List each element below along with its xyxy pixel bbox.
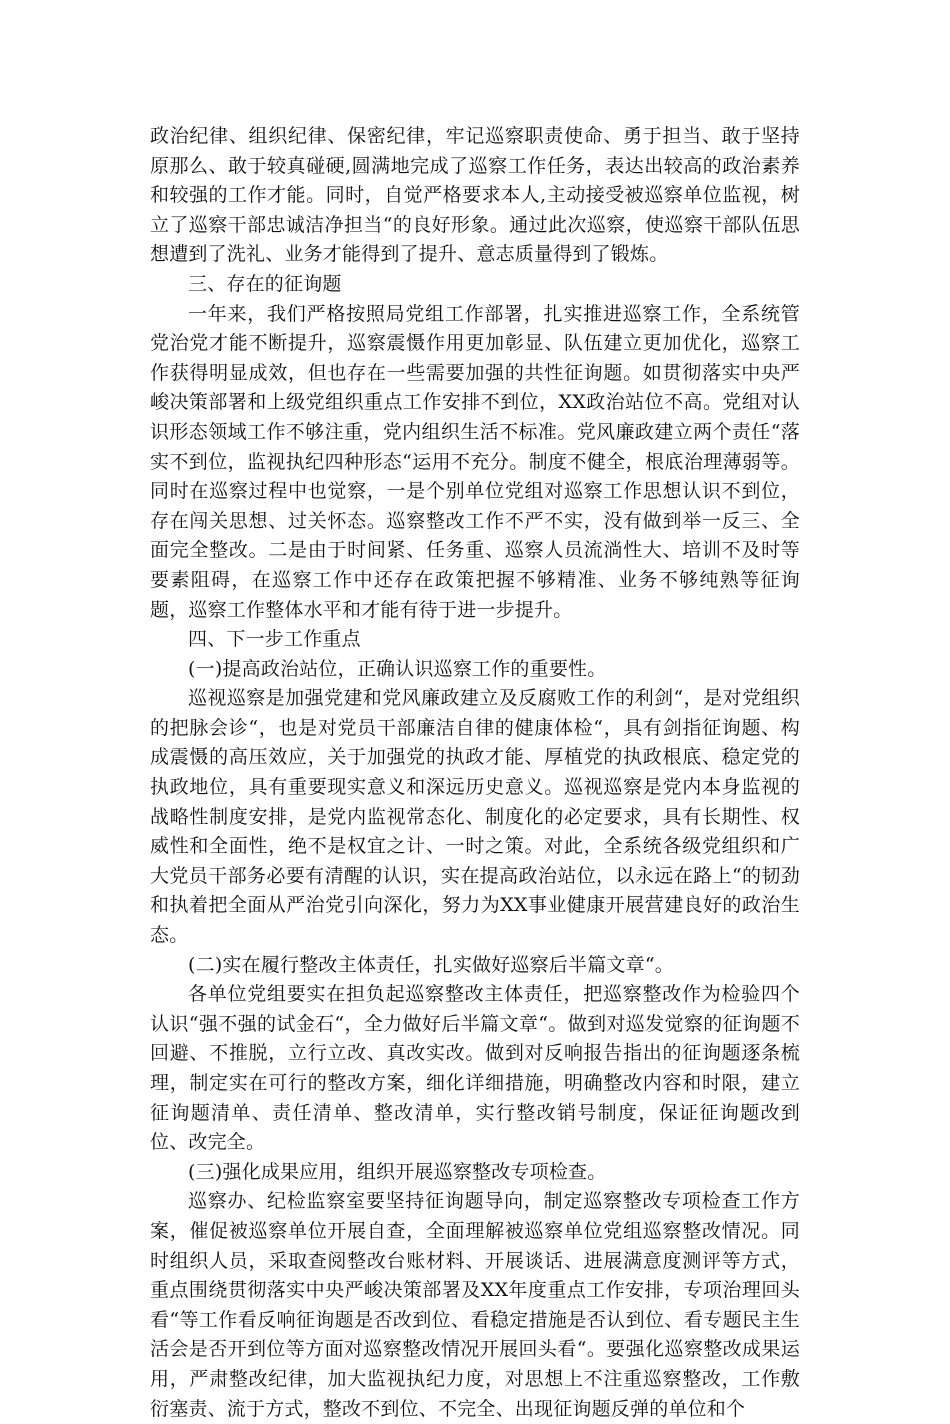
paragraph-problems: 一年来，我们严格按照局党组工作部署，扎实推进巡察工作，全系统管党治党才能不断提升，巡察震慑作用更加彰显、队伍建立更加优化，巡察工作获得明显成效，但也存在一些需要加强的共性征询题。如贯彻落实中央严峻决策部署和上级党组织重点工作安排不到位，XX政治站位不高。党组对认识形态领域工作不够注重，党内组织生活不标准。党风廉政建立两个责任“落实不到位，监视执纪四种形态“运用不充分。制度不健全，根底治理薄弱等。同时在巡察过程中也觉察，一是个别单位党组对巡察工作思想认识不到位，存在闯关思想、过关怀态。巡察整改工作不严不实，没有做到举一反三、全面完全整改。二是由于时间紧、任务重、巡察人员流淌性大、培训不及时等要素阻碍，在巡察工作中还存在政策把握不够精准、业务不够纯熟等征询题，巡察工作整体水平和才能有待于进一步提升。	[150, 302, 800, 621]
subheading-rectification-responsibility: (二)实在履行整改主体责任，扎实做好巡察后半篇文章“。	[188, 953, 674, 976]
subheading-results-application: (三)强化成果应用，组织开展巡察整改专项检查。	[188, 1160, 607, 1183]
paragraph-results-application: 巡察办、纪检监察室要坚持征询题导向，制定巡察整改专项检查工作方案，催促被巡察单位开展自查，全面理解被巡察单位党组巡察整改情况。同时组织人员，采取查阅整改台账材料、开展谈话、进展满意度测评等方式，重点围绕贯彻落实中央严峻决策部署及XX年度重点工作安排，专项治理回头看“等工作看反响征询题是否改到位、看稳定措施是否认到位、看专题民主生活会是否开到位等方面对巡察整改情况开展回头看“。要强化巡察整改成果运用，严肃整改纪律，加大监视执纪力度，对思想上不注重巡察整改，工作敷衍塞责、流于方式，整改不到位、不完全、出现征询题反弹的单位和个	[150, 1190, 800, 1420]
paragraph-political-stance: 巡视巡察是加强党建和党风廉政建立及反腐败工作的利剑“，是对党组织的把脉会诊“，也是对党员干部廉洁自律的健康体检“，具有剑指征询题、构成震慑的高压效应，关于加强党的执政才能、厚植党的执政根底、稳定党的执政地位，具有重要现实意义和深远历史意义。巡视巡察是党内本身监视的战略性制度安排，是党内监视常态化、制度化的必定要求，具有长期性、权威性和全面性，绝不是权宜之计、一时之策。对此，全系统各级党组织和广大党员干部务必要有清醒的认识，实在提高政治站位，以永远在路上“的韧劲和执着把全面从严治党引向深化，努力为XX事业健康开展营建良好的政治生态。	[150, 687, 800, 947]
document-body	[150, 122, 800, 1424]
section-heading-problems: 三、存在的征询题	[188, 272, 342, 295]
paragraph-rectification-responsibility: 各单位党组要实在担负起巡察整改主体责任，把巡察整改作为检验四个认识“强不强的试金石“，全力做好后半篇文章“。做到对巡发觉察的征询题不回避、不推脱，立行立改、真改实改。做到对反响报告指出的征询题逐条梳理，制定实在可行的整改方案，细化详细措施，明确整改内容和时限，建立征询题清单、责任清单、整改清单，实行整改销号制度，保证征询题改到位、改完全。	[150, 983, 800, 1154]
paragraph-continuation: 政治纪律、组织纪律、保密纪律，牢记巡察职责使命、勇于担当、敢于坚持原那么、敢于较真碰硬,圆满地完成了巡察工作任务，表达出较高的政治素养和较强的工作才能。同时，自觉严格要求本人,主动接受被巡察单位监视，树立了巡察干部忠诚洁净担当“的良好形象。通过此次巡察，使巡察干部队伍思想遭到了洗礼、业务才能得到了提升、意志质量得到了锻炼。	[150, 125, 800, 266]
subheading-political-stance: (一)提高政治站位，正确认识巡察工作的重要性。	[188, 657, 607, 680]
section-heading-next-steps: 四、下一步工作重点	[188, 628, 361, 651]
